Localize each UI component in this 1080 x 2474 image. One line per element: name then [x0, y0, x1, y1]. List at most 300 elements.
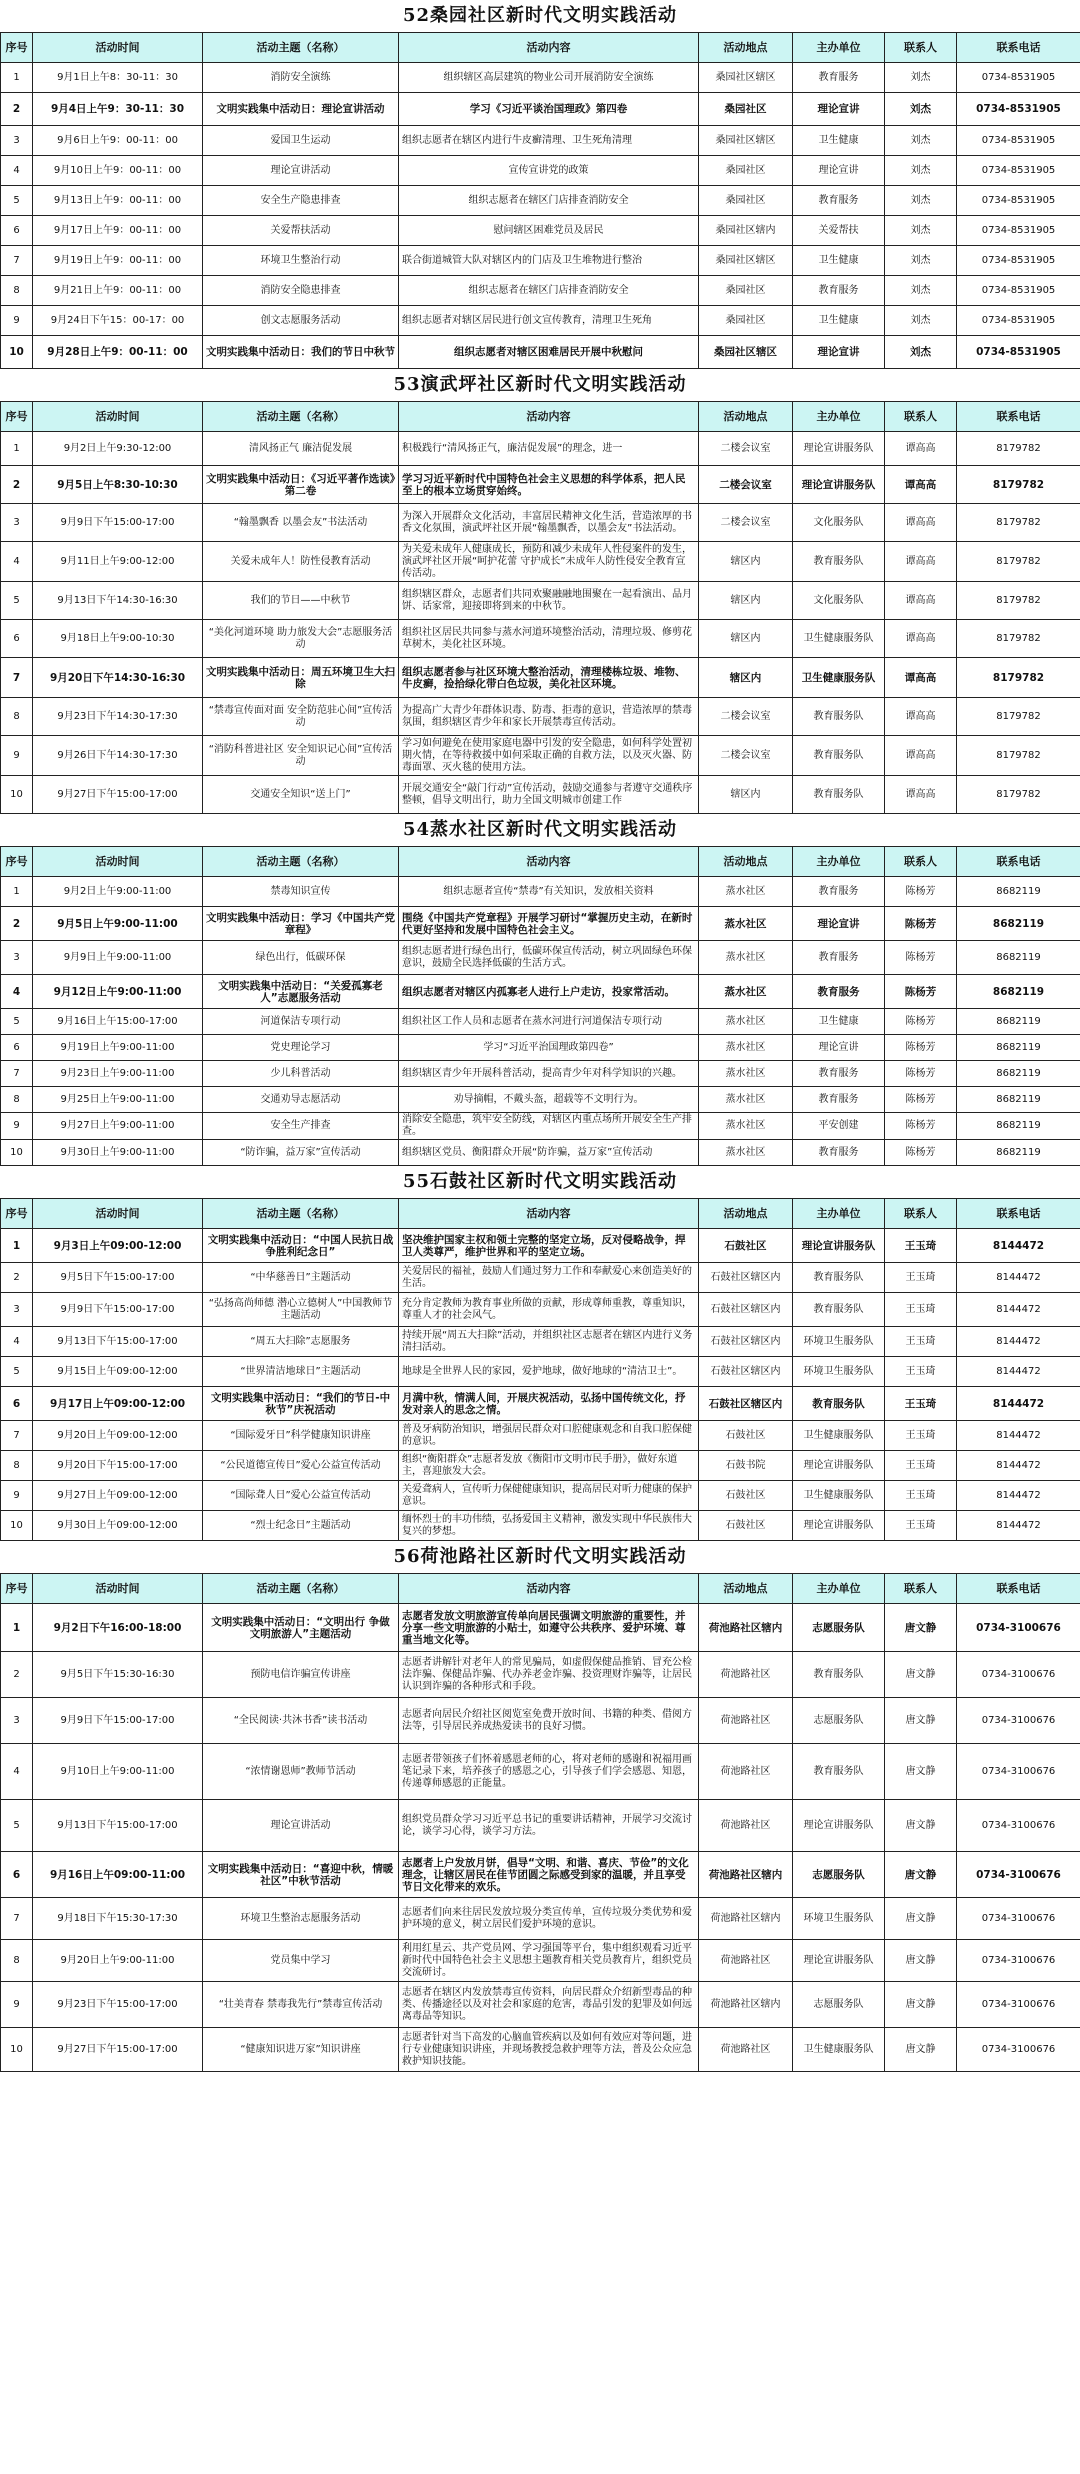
table-cell: 10	[1, 776, 33, 814]
table-cell: 6	[1, 216, 33, 246]
column-header: 主办单位	[793, 847, 885, 877]
table-cell: 文明实践集中活动日：“文明出行 争做文明旅游人”主题活动	[203, 1604, 399, 1652]
column-header: 联系电话	[957, 847, 1080, 877]
table-cell: 0734-3100676	[957, 1698, 1080, 1744]
table-cell: 消除安全隐患，筑牢安全防线，对辖区内重点场所开展安全生产排查。	[399, 1113, 699, 1140]
table-cell: 9月19日上午9：00-11：00	[33, 246, 203, 276]
table-cell: 环境卫生服务队	[793, 1898, 885, 1940]
table-cell: 9月5日下午15:00-17:00	[33, 1263, 203, 1293]
table-cell: 教育服务	[793, 1140, 885, 1166]
table-cell: 组织志愿者在辖区内进行牛皮癣清理、卫生死角清理	[399, 126, 699, 156]
table-cell: 7	[1, 1061, 33, 1087]
table-cell: 教育服务	[793, 1087, 885, 1113]
table-cell: 8	[1, 1451, 33, 1481]
table-cell: 7	[1, 1421, 33, 1451]
table-cell: 1	[1, 432, 33, 466]
table-cell: “国际聋人日”爱心公益宣传活动	[203, 1481, 399, 1511]
table-cell: 2	[1, 93, 33, 126]
table-cell: 4	[1, 1744, 33, 1800]
table-cell: 理论宣讲服务队	[793, 466, 885, 504]
table-cell: 9月13日下午15:00-17:00	[33, 1327, 203, 1357]
table-cell: 理论宣讲	[793, 907, 885, 941]
table-cell: 宣传宣讲党的政策	[399, 156, 699, 186]
column-header: 活动时间	[33, 847, 203, 877]
table-cell: 9月3日上午09:00-12:00	[33, 1229, 203, 1263]
table-cell: 8179782	[957, 658, 1080, 698]
table-cell: 谭高高	[885, 466, 957, 504]
table-cell: 8682119	[957, 877, 1080, 907]
table-cell: 唐文静	[885, 1898, 957, 1940]
table-cell: 理论宣讲服务队	[793, 1511, 885, 1541]
table-cell: 卫生健康	[793, 306, 885, 336]
table-cell: “防诈骗，益万家”宣传活动	[203, 1140, 399, 1166]
table-cell: 9月28日上午9：00-11：00	[33, 336, 203, 369]
column-header: 活动主题（名称）	[203, 847, 399, 877]
table-cell: 8682119	[957, 941, 1080, 975]
column-header: 活动主题（名称）	[203, 33, 399, 63]
table-cell: 教育服务队	[793, 698, 885, 736]
table-cell: 荷池路社区	[699, 1698, 793, 1744]
table-cell: 二楼会议室	[699, 432, 793, 466]
table-cell: 安全生产排查	[203, 1113, 399, 1140]
table-row	[1, 1852, 1080, 1898]
table-cell: 8179782	[957, 432, 1080, 466]
table-cell: 蒸水社区	[699, 1140, 793, 1166]
table-cell: 8144472	[957, 1293, 1080, 1327]
table-cell: “壮美青春 禁毒我先行”禁毒宣传活动	[203, 1982, 399, 2028]
table-row	[1, 2028, 1080, 2072]
table-cell: 9	[1, 1982, 33, 2028]
table-cell: 卫生健康服务队	[793, 1421, 885, 1451]
table-cell: 辖区内	[699, 582, 793, 620]
activity-table	[0, 32, 1080, 369]
table-cell: 王玉琦	[885, 1229, 957, 1263]
table-cell: 荷池路社区辖内	[699, 1982, 793, 2028]
table-cell: 8682119	[957, 1087, 1080, 1113]
table-cell: 5	[1, 1009, 33, 1035]
table-cell: 谭高高	[885, 698, 957, 736]
table-cell: 石鼓社区	[699, 1421, 793, 1451]
table-cell: 理论宣讲	[793, 1035, 885, 1061]
table-cell: 创文志愿服务活动	[203, 306, 399, 336]
table-cell: 环境卫生整治行动	[203, 246, 399, 276]
table-cell: 9月15日上午09:00-12:00	[33, 1357, 203, 1387]
table-cell: 8144472	[957, 1387, 1080, 1421]
table-cell: 王玉琦	[885, 1451, 957, 1481]
column-header: 序号	[1, 847, 33, 877]
table-cell: 劝导摘帽，不戴头盔，超载等不文明行为。	[399, 1087, 699, 1113]
table-cell: 9月5日上午9:00-11:00	[33, 907, 203, 941]
table-cell: 2	[1, 1263, 33, 1293]
table-cell: 教育服务队	[793, 1293, 885, 1327]
table-row	[1, 1357, 1080, 1387]
table-cell: “周五大扫除”志愿服务	[203, 1327, 399, 1357]
table-cell: 谭高高	[885, 776, 957, 814]
table-cell: 0734-8531905	[957, 306, 1080, 336]
table-cell: 文明实践集中活动日：“中国人民抗日战争胜利纪念日”	[203, 1229, 399, 1263]
table-cell: 党史理论学习	[203, 1035, 399, 1061]
table-cell: 9月6日上午9：00-11：00	[33, 126, 203, 156]
table-cell: 石鼓社区辖区内	[699, 1327, 793, 1357]
table-cell: 卫生健康服务队	[793, 2028, 885, 2072]
column-header: 联系人	[885, 1199, 957, 1229]
table-row	[1, 1451, 1080, 1481]
table-cell: 刘杰	[885, 306, 957, 336]
column-header: 活动主题（名称）	[203, 1574, 399, 1604]
table-cell: 刘杰	[885, 156, 957, 186]
table-cell: 3	[1, 1698, 33, 1744]
table-cell: 教育服务队	[793, 1387, 885, 1421]
table-cell: 2	[1, 1652, 33, 1698]
table-cell: 安全生产隐患排查	[203, 186, 399, 216]
table-cell: “烈士纪念日”主题活动	[203, 1511, 399, 1541]
table-cell: 教育服务队	[793, 542, 885, 582]
table-cell: 志愿者带领孩子们怀着感恩老师的心，将对老师的感谢和祝福用画笔记录下来，培养孩子的感恩之心，引导孩子们学会感恩、知恩，传递尊师感恩的正能量。	[399, 1744, 699, 1800]
table-cell: 0734-8531905	[957, 63, 1080, 93]
table-cell: 为深入开展群众文化活动，丰富居民精神文化生活，营造浓厚的书香文化氛围，演武坪社区开展“翰墨飘香，以墨会友”书法活动。	[399, 504, 699, 542]
table-cell: 桑园社区	[699, 156, 793, 186]
table-cell: 辖区内	[699, 776, 793, 814]
table-cell: 8	[1, 276, 33, 306]
table-cell: 蒸水社区	[699, 941, 793, 975]
table-cell: 教育服务	[793, 1061, 885, 1087]
table-cell: 学习如何避免在使用家庭电器中引发的安全隐患，如何科学处置初期火情，在等待救援中如何采取正确的自救方法，以及灭火器、防毒面罩、灭火毯的使用方法。	[399, 736, 699, 776]
table-cell: “中华慈善日”主题活动	[203, 1263, 399, 1293]
table-cell: 6	[1, 1852, 33, 1898]
table-cell: 8682119	[957, 1113, 1080, 1140]
table-cell: 8144472	[957, 1511, 1080, 1541]
table-cell: 9月27日下午15:00-17:00	[33, 2028, 203, 2072]
table-cell: 利用红星云、共产党员网、学习强国等平台，集中组织观看习近平新时代中国特色社会主义思想主题教育相关党员教育片，组织党员交流研讨。	[399, 1940, 699, 1982]
table-cell: 志愿服务队	[793, 1698, 885, 1744]
table-cell: 辖区内	[699, 542, 793, 582]
table-cell: 9月30日上午09:00-12:00	[33, 1511, 203, 1541]
table-header-row	[1, 1199, 1080, 1229]
table-cell: 8	[1, 1087, 33, 1113]
table-cell: 唐文静	[885, 1604, 957, 1652]
table-cell: 8179782	[957, 620, 1080, 658]
table-cell: 积极践行“清风扬正气，廉洁促发展”的理念，进一	[399, 432, 699, 466]
table-cell: 9月5日下午15:30-16:30	[33, 1652, 203, 1698]
table-cell: 刘杰	[885, 336, 957, 369]
table-cell: 谭高高	[885, 620, 957, 658]
table-cell: 荷池路社区	[699, 1800, 793, 1852]
table-cell: 桑园社区辖区	[699, 63, 793, 93]
table-cell: 二楼会议室	[699, 698, 793, 736]
table-cell: 石鼓社区辖区内	[699, 1387, 793, 1421]
table-cell: 教育服务队	[793, 736, 885, 776]
table-cell: 桑园社区辖区	[699, 126, 793, 156]
table-cell: 9月17日上午09:00-12:00	[33, 1387, 203, 1421]
table-cell: 9月21日上午9：00-11：00	[33, 276, 203, 306]
table-cell: 环境卫生整治志愿服务活动	[203, 1898, 399, 1940]
table-cell: “翰墨飘香 以墨会友”书法活动	[203, 504, 399, 542]
table-cell: 志愿者发放文明旅游宣传单向居民强调文明旅游的重要性，并分享一些文明旅游的小贴士，如遵守公共秩序、爱护环境、尊重当地文化等。	[399, 1604, 699, 1652]
table-cell: 石鼓社区	[699, 1511, 793, 1541]
table-row	[1, 1327, 1080, 1357]
table-row	[1, 306, 1080, 336]
table-cell: 组织辖区群众，志愿者们共同欢聚融融地围聚在一起看演出、品月饼、话家常，迎接即将到来的中秋节。	[399, 582, 699, 620]
table-row	[1, 63, 1080, 93]
column-header: 联系人	[885, 1574, 957, 1604]
table-cell: 唐文静	[885, 1940, 957, 1982]
table-cell: 教育服务队	[793, 1652, 885, 1698]
table-cell: 9月2日下午16:00-18:00	[33, 1604, 203, 1652]
table-cell: “弘扬高尚师德 潜心立德树人”中国教师节主题活动	[203, 1293, 399, 1327]
table-row	[1, 466, 1080, 504]
table-cell: 5	[1, 1800, 33, 1852]
table-cell: 0734-3100676	[957, 1982, 1080, 2028]
table-cell: 少儿科普活动	[203, 1061, 399, 1087]
table-cell: 文明实践集中活动日：周五环境卫生大扫除	[203, 658, 399, 698]
table-cell: 交通劝导志愿活动	[203, 1087, 399, 1113]
table-cell: 桑园社区	[699, 93, 793, 126]
table-cell: 文化服务队	[793, 582, 885, 620]
table-cell: 理论宣讲	[793, 336, 885, 369]
table-cell: 缅怀烈士的丰功伟绩，弘扬爱国主义精神，激发实现中华民族伟大复兴的梦想。	[399, 1511, 699, 1541]
table-cell: 辖区内	[699, 620, 793, 658]
table-cell: 环境卫生服务队	[793, 1357, 885, 1387]
table-cell: 10	[1, 1140, 33, 1166]
table-cell: 荷池路社区辖内	[699, 1852, 793, 1898]
table-cell: 8682119	[957, 975, 1080, 1009]
table-cell: 理论宣讲服务队	[793, 1800, 885, 1852]
table-cell: “美化河道环境 助力旅发大会”志愿服务活动	[203, 620, 399, 658]
table-row	[1, 776, 1080, 814]
table-cell: 石鼓社区辖区内	[699, 1293, 793, 1327]
table-cell: 二楼会议室	[699, 736, 793, 776]
table-row	[1, 1604, 1080, 1652]
section-title: 53演武坪社区新时代文明实践活动	[393, 374, 687, 395]
table-header-row	[1, 847, 1080, 877]
table-cell: 文明实践集中活动日：“关爱孤寡老人”志愿服务活动	[203, 975, 399, 1009]
table-cell: 王玉琦	[885, 1357, 957, 1387]
table-cell: 石鼓书院	[699, 1451, 793, 1481]
table-cell: 刘杰	[885, 216, 957, 246]
table-cell: 9月2日上午9:30-12:00	[33, 432, 203, 466]
table-cell: 0734-8531905	[957, 156, 1080, 186]
table-cell: 谭高高	[885, 542, 957, 582]
table-cell: 9月20日下午15:00-17:00	[33, 1451, 203, 1481]
table-cell: 桑园社区辖区	[699, 336, 793, 369]
table-cell: 教育服务队	[793, 1744, 885, 1800]
table-cell: 王玉琦	[885, 1293, 957, 1327]
table-cell: 卫生健康	[793, 126, 885, 156]
table-cell: 8179782	[957, 542, 1080, 582]
table-row	[1, 1511, 1080, 1541]
table-cell: 组织志愿者对辖区困难居民开展中秋慰问	[399, 336, 699, 369]
table-cell: 组织志愿者在辖区门店排查消防安全	[399, 186, 699, 216]
table-cell: 文明实践集中活动日：学习《中国共产党章程》	[203, 907, 399, 941]
table-cell: 文明实践集中活动日：“喜迎中秋，情暖社区”中秋节活动	[203, 1852, 399, 1898]
table-cell: 王玉琦	[885, 1327, 957, 1357]
table-cell: 绿色出行，低碳环保	[203, 941, 399, 975]
table-cell: 4	[1, 1327, 33, 1357]
table-cell: 6	[1, 620, 33, 658]
table-cell: “国际爱牙日”科学健康知识讲座	[203, 1421, 399, 1451]
table-cell: 7	[1, 658, 33, 698]
table-cell: 0734-8531905	[957, 216, 1080, 246]
table-cell: 王玉琦	[885, 1481, 957, 1511]
table-cell: 陈杨芳	[885, 1035, 957, 1061]
table-cell: 9月25日上午9:00-11:00	[33, 1087, 203, 1113]
table-cell: 教育服务队	[793, 776, 885, 814]
table-cell: 8682119	[957, 1035, 1080, 1061]
table-cell: 王玉琦	[885, 1263, 957, 1293]
table-cell: 蒸水社区	[699, 1113, 793, 1140]
column-header: 联系人	[885, 33, 957, 63]
activity-table	[0, 1198, 1080, 1541]
activity-table	[0, 846, 1080, 1166]
table-row	[1, 1009, 1080, 1035]
table-row	[1, 1140, 1080, 1166]
table-cell: 王玉琦	[885, 1421, 957, 1451]
table-cell: 理论宣讲	[793, 93, 885, 126]
table-cell: 志愿者针对当下高发的心脑血管疾病以及如何有效应对等问题，进行专业健康知识讲座，并现场教授急救护理等方法，普及公众应急救护知识技能。	[399, 2028, 699, 2072]
table-cell: 谭高高	[885, 504, 957, 542]
table-row	[1, 246, 1080, 276]
table-row	[1, 1421, 1080, 1451]
column-header: 活动主题（名称）	[203, 1199, 399, 1229]
table-row	[1, 432, 1080, 466]
column-header: 主办单位	[793, 1574, 885, 1604]
table-row	[1, 126, 1080, 156]
table-row	[1, 1113, 1080, 1140]
column-header: 活动内容	[399, 402, 699, 432]
table-cell: 陈杨芳	[885, 1061, 957, 1087]
table-cell: 4	[1, 975, 33, 1009]
table-cell: 9月20日下午14:30-16:30	[33, 658, 203, 698]
table-cell: “禁毒宣传面对面 安全防范驻心间”宣传活动	[203, 698, 399, 736]
table-cell: 陈杨芳	[885, 907, 957, 941]
column-header: 活动主题（名称）	[203, 402, 399, 432]
column-header: 活动地点	[699, 1199, 793, 1229]
table-cell: 9月2日上午9:00-11:00	[33, 877, 203, 907]
table-cell: 石鼓社区	[699, 1229, 793, 1263]
table-cell: 消防安全隐患排查	[203, 276, 399, 306]
column-header: 序号	[1, 1574, 33, 1604]
table-cell: 9月24日下午15：00-17：00	[33, 306, 203, 336]
table-cell: 10	[1, 1511, 33, 1541]
column-header: 序号	[1, 1199, 33, 1229]
column-header: 活动时间	[33, 1574, 203, 1604]
table-cell: 教育服务	[793, 276, 885, 306]
table-cell: 6	[1, 1387, 33, 1421]
table-cell: 5	[1, 582, 33, 620]
table-cell: 8179782	[957, 582, 1080, 620]
table-row	[1, 186, 1080, 216]
table-row	[1, 907, 1080, 941]
table-cell: 桑园社区	[699, 186, 793, 216]
table-cell: 8682119	[957, 1061, 1080, 1087]
table-cell: 9月13日下午15:00-17:00	[33, 1800, 203, 1852]
table-cell: 河道保洁专项行动	[203, 1009, 399, 1035]
table-cell: 唐文静	[885, 1800, 957, 1852]
table-row	[1, 658, 1080, 698]
table-cell: 5	[1, 186, 33, 216]
section-title: 56荷池路社区新时代文明实践活动	[393, 1546, 687, 1567]
table-cell: 3	[1, 504, 33, 542]
table-cell: 蒸水社区	[699, 1035, 793, 1061]
table-cell: 0734-8531905	[957, 186, 1080, 216]
table-cell: 9月18日下午15:30-17:30	[33, 1898, 203, 1940]
table-cell: 1	[1, 63, 33, 93]
table-cell: 0734-3100676	[957, 1852, 1080, 1898]
column-header: 活动地点	[699, 33, 793, 63]
table-cell: 王玉琦	[885, 1387, 957, 1421]
table-cell: 谭高高	[885, 582, 957, 620]
column-header: 联系电话	[957, 33, 1080, 63]
table-cell: 围绕《中国共产党章程》开展学习研讨“掌握历史主动，在新时代更好坚持和发展中国特色社会主义。	[399, 907, 699, 941]
table-cell: “公民道德宣传日”爱心公益宣传活动	[203, 1451, 399, 1481]
table-row	[1, 542, 1080, 582]
table-cell: 8	[1, 1940, 33, 1982]
table-cell: 8	[1, 698, 33, 736]
table-cell: 组织志愿者在辖区门店排查消防安全	[399, 276, 699, 306]
table-cell: 陈杨芳	[885, 1113, 957, 1140]
table-cell: 蒸水社区	[699, 877, 793, 907]
table-cell: 平安创建	[793, 1113, 885, 1140]
table-cell: 8144472	[957, 1357, 1080, 1387]
table-cell: 组织社区居民共同参与蒸水河道环境整治活动，清理垃圾、修剪花草树木，美化社区环境。	[399, 620, 699, 658]
table-cell: 志愿者们向来往居民发放垃圾分类宣传单，宣传垃圾分类优势和爱护环境的意义，树立居民们爱护环境的意识。	[399, 1898, 699, 1940]
table-cell: 关爱居民的福祉，鼓励人们通过努力工作和奉献爱心来创造美好的生活。	[399, 1263, 699, 1293]
table-cell: 0734-3100676	[957, 1898, 1080, 1940]
table-cell: 文明实践集中活动日：我们的节日中秋节	[203, 336, 399, 369]
table-cell: 陈杨芳	[885, 975, 957, 1009]
table-cell: 组织辖区党员、衡阳群众开展“防诈骗，益万家”宣传活动	[399, 1140, 699, 1166]
table-row	[1, 736, 1080, 776]
table-cell: 蒸水社区	[699, 975, 793, 1009]
table-row	[1, 620, 1080, 658]
table-cell: 组织志愿者参与社区环境大整治活动，清理楼栋垃圾、堆物、牛皮癣，捡拾绿化带白色垃圾，美化社区环境。	[399, 658, 699, 698]
table-cell: 8179782	[957, 736, 1080, 776]
table-row	[1, 1940, 1080, 1982]
table-cell: 理论宣讲服务队	[793, 1229, 885, 1263]
table-cell: 9月4日上午9：30-11：30	[33, 93, 203, 126]
table-cell: 慰问辖区困难党员及居民	[399, 216, 699, 246]
table-cell: 刘杰	[885, 186, 957, 216]
table-row	[1, 93, 1080, 126]
table-cell: 8682119	[957, 907, 1080, 941]
table-cell: 0734-3100676	[957, 1800, 1080, 1852]
table-cell: 组织党员群众学习习近平总书记的重要讲话精神，开展学习交流讨论，谈学习心得，谈学习方法。	[399, 1800, 699, 1852]
table-cell: 3	[1, 1293, 33, 1327]
table-cell: 4	[1, 156, 33, 186]
column-header: 序号	[1, 33, 33, 63]
table-cell: 卫生健康服务队	[793, 658, 885, 698]
table-cell: 教育服务	[793, 186, 885, 216]
table-cell: 环境卫生服务队	[793, 1327, 885, 1357]
table-cell: 志愿服务队	[793, 1852, 885, 1898]
table-cell: 0734-8531905	[957, 276, 1080, 306]
table-cell: 9月19日上午9:00-11:00	[33, 1035, 203, 1061]
table-cell: 9月27日上午09:00-12:00	[33, 1481, 203, 1511]
table-cell: 8682119	[957, 1140, 1080, 1166]
table-cell: 学习习近平新时代中国特色社会主义思想的科学体系，把人民至上的根本立场贯穿始终。	[399, 466, 699, 504]
column-header: 联系电话	[957, 1199, 1080, 1229]
table-cell: 荷池路社区辖内	[699, 1898, 793, 1940]
table-cell: 教育服务队	[793, 1263, 885, 1293]
table-cell: 9	[1, 1481, 33, 1511]
table-cell: 志愿者讲解针对老年人的常见骗局，如虚假保健品推销、冒充公检法诈骗、保健品诈骗、代办养老金诈骗、投资理财诈骗等，让居民认识到诈骗的各种形式和手段。	[399, 1652, 699, 1698]
table-cell: 为提高广大青少年群体识毒、防毒、拒毒的意识，营造浓厚的禁毒氛围，组织辖区青少年和家长开展禁毒宣传活动。	[399, 698, 699, 736]
table-cell: 荷池路社区	[699, 1744, 793, 1800]
table-row	[1, 877, 1080, 907]
table-row	[1, 276, 1080, 306]
table-row	[1, 1035, 1080, 1061]
table-cell: 消防安全演练	[203, 63, 399, 93]
